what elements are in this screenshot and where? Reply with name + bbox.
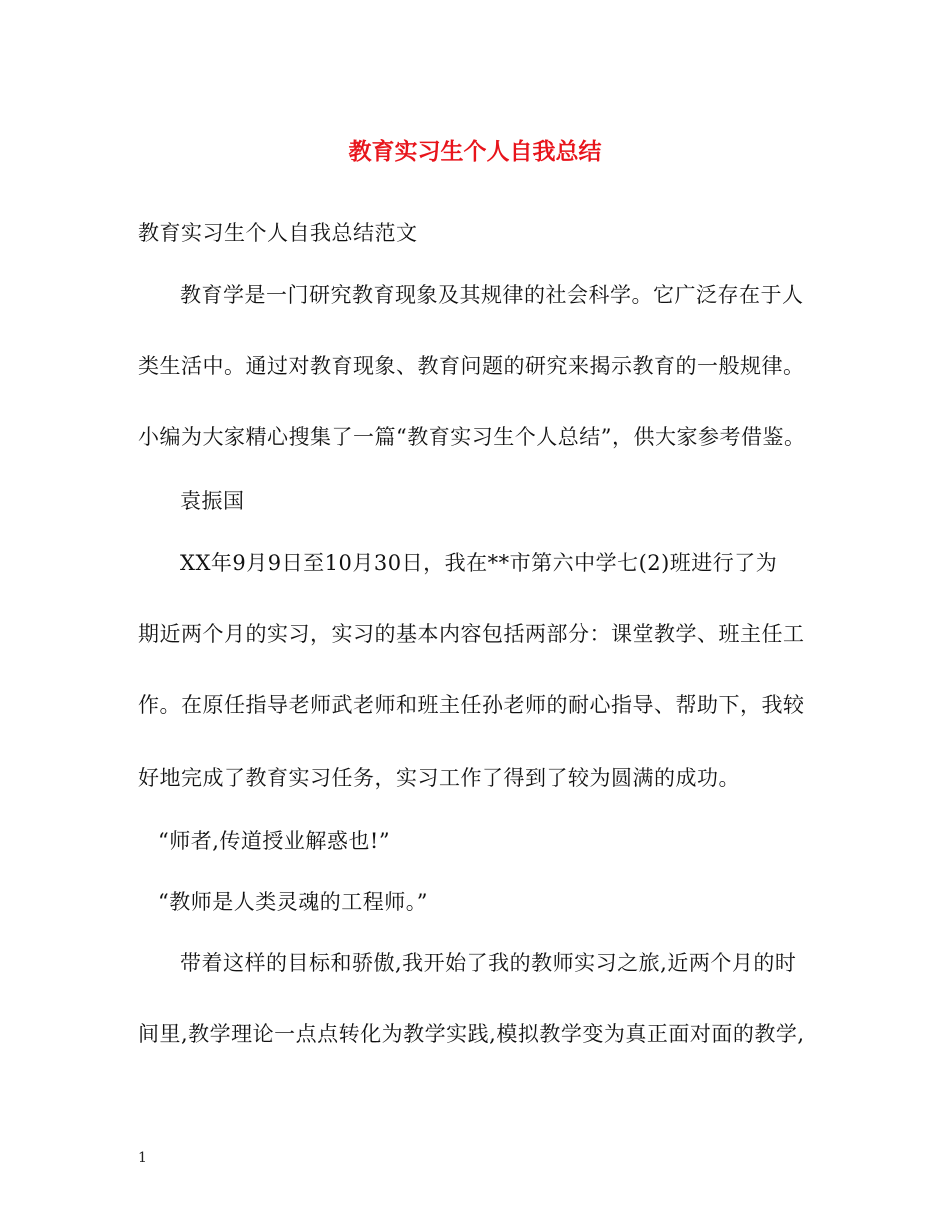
quote-line: “师者,传道授业解惑也!” <box>158 829 391 853</box>
paragraph-line: 小编为大家精心搜集了一篇“教育实习生个人总结”，供大家参考借鉴。 <box>138 425 806 449</box>
quote-line: “教师是人类灵魂的工程师。” <box>158 890 428 914</box>
document-title: 教育实习生个人自我总结 <box>348 138 602 165</box>
paragraph-line: XX年9月9日至10月30日，我在**市第六中学七(2)班进行了为 <box>180 551 778 575</box>
author-line: 袁振国 <box>180 489 245 513</box>
paragraph-line: 教育学是一门研究教育现象及其规律的社会科学。它广泛存在于人 <box>180 283 804 307</box>
paragraph-line: 带着这样的目标和骄傲,我开始了我的教师实习之旅,近两个月的时 <box>180 951 797 975</box>
paragraph-line: 类生活中。通过对教育现象、教育问题的研究来揭示教育的一般规律。 <box>138 354 805 378</box>
page-number: 1 <box>138 1150 147 1166</box>
paragraph-line: 间里,教学理论一点点转化为教学实践,模拟教学变为真正面对面的教学, <box>138 1022 805 1046</box>
paragraph-line: 好地完成了教育实习任务，实习工作了得到了较为圆满的成功。 <box>138 766 740 790</box>
paragraph-line: 期近两个月的实习，实习的基本内容包括两部分：课堂教学、班主任工 <box>138 622 805 646</box>
subtitle-line: 教育实习生个人自我总结范文 <box>138 221 418 245</box>
paragraph-line: 作。在原任指导老师武老师和班主任孙老师的耐心指导、帮助下，我较 <box>138 693 805 717</box>
